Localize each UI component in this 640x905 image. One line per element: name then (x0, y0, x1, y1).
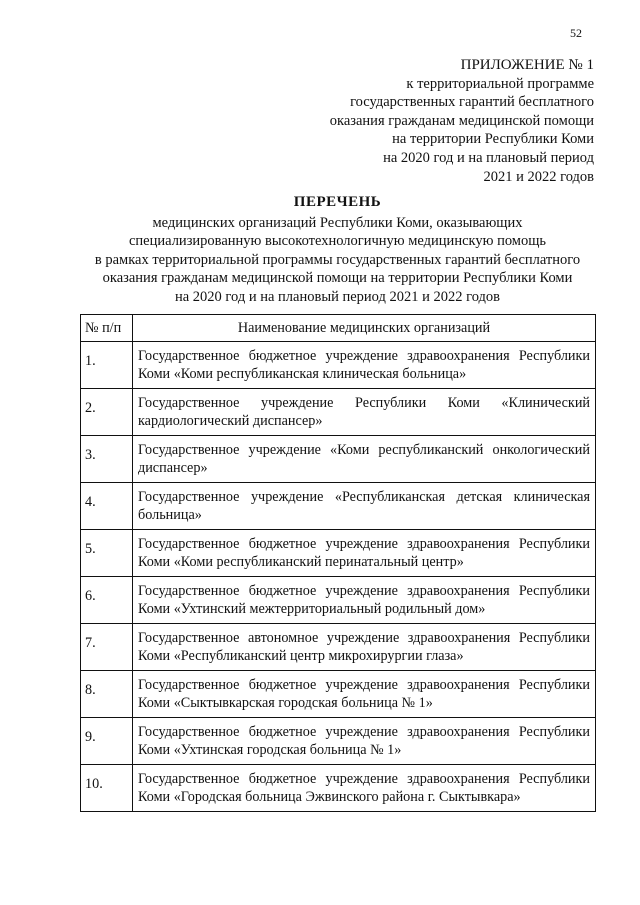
row-organization-name: Государственное бюджетное учреждение здравоохранения Республики Коми «Сыктывкарская городская больница № 1» (133, 671, 596, 718)
appendix-header (194, 56, 594, 186)
row-number: 6. (81, 577, 133, 624)
organizations-table (80, 314, 596, 812)
table-row (81, 530, 596, 577)
header-name: Наименование медицинских организаций (133, 315, 596, 342)
row-number: 7. (81, 624, 133, 671)
table-row (81, 436, 596, 483)
document-title: ПЕРЕЧЕНЬ (293, 194, 382, 210)
appendix-line: к территориальной программе (406, 75, 594, 92)
title-line: специализированную высокотехнологичную медицинскую помощь (128, 233, 547, 249)
row-number: 1. (81, 342, 133, 389)
header-number: № п/п (81, 315, 133, 342)
table-row (81, 765, 596, 812)
table-row (81, 577, 596, 624)
row-organization-name: Государственное учреждение «Республиканская детская клиническая больница» (133, 483, 596, 530)
row-organization-name: Государственное бюджетное учреждение здравоохранения Республики Коми «Коми республиканская клиническая больница» (133, 342, 596, 389)
table-header-row (81, 315, 596, 342)
title-line: в рамках территориальной программы государственных гарантий бесплатного (94, 251, 581, 268)
title-line: медицинских организаций Республики Коми, оказывающих (152, 214, 523, 231)
page-number: 52 (570, 26, 582, 40)
appendix-title: ПРИЛОЖЕНИЕ № 1 (460, 57, 594, 73)
title-line: на 2020 год и на плановый период 2021 и 2022 годов (174, 288, 501, 305)
table-row (81, 671, 596, 718)
organizations-table-wrapper (80, 314, 596, 812)
row-organization-name: Государственное бюджетное учреждение здравоохранения Республики Коми «Ухтинский межтерриториальный родильный дом» (133, 577, 596, 624)
table-row (81, 718, 596, 765)
appendix-line: на 2020 год и на плановый период (383, 149, 594, 166)
row-number: 2. (81, 389, 133, 436)
row-number: 4. (81, 483, 133, 530)
row-number: 9. (81, 718, 133, 765)
row-organization-name: Государственное бюджетное учреждение здравоохранения Республики Коми «Городская больница Эжвинского района г. Сыктывкара» (133, 765, 596, 812)
document-title-block (60, 193, 615, 306)
row-organization-name: Государственное учреждение «Коми республиканский онкологический диспансер» (133, 436, 596, 483)
appendix-line: оказания гражданам медицинской помощи (329, 112, 594, 129)
row-number: 5. (81, 530, 133, 577)
appendix-line: на территории Республики Коми (392, 131, 594, 148)
row-organization-name: Государственное бюджетное учреждение здравоохранения Республики Коми «Ухтинская городская больница № 1» (133, 718, 596, 765)
table-row (81, 624, 596, 671)
table-row (81, 389, 596, 436)
title-line: оказания гражданам медицинской помощи на территории Республики Коми (102, 270, 573, 286)
appendix-line: 2021 и 2022 годов (483, 168, 594, 185)
appendix-line: государственных гарантий бесплатного (350, 94, 594, 111)
row-number: 10. (81, 765, 133, 812)
table-row (81, 483, 596, 530)
row-organization-name: Государственное учреждение Республики Коми «Клинический кардиологический диспансер» (133, 389, 596, 436)
table-row (81, 342, 596, 389)
row-organization-name: Государственное автономное учреждение здравоохранения Республики Коми «Республиканский центр микрохирургии глаза» (133, 624, 596, 671)
row-number: 3. (81, 436, 133, 483)
row-organization-name: Государственное бюджетное учреждение здравоохранения Республики Коми «Коми республиканский перинатальный центр» (133, 530, 596, 577)
row-number: 8. (81, 671, 133, 718)
